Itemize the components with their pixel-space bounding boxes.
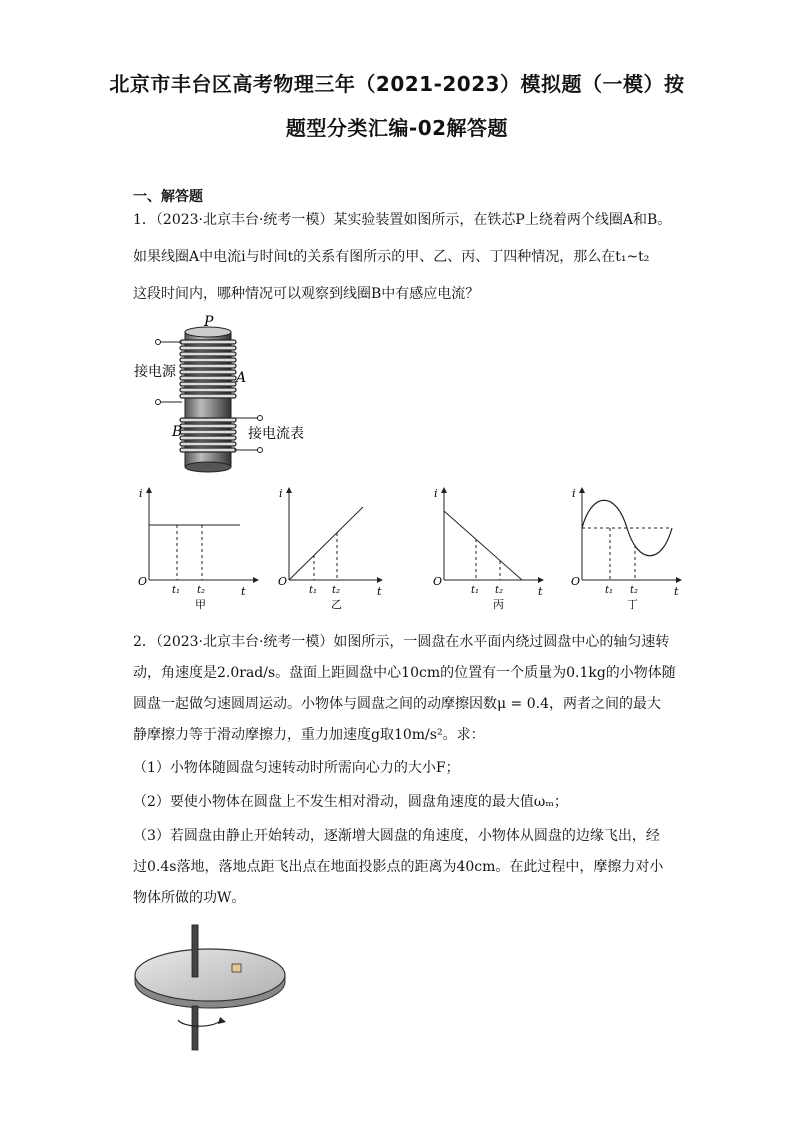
rotation-arrow-icon	[218, 1017, 226, 1024]
svg-text:t₂: t₂	[630, 585, 639, 596]
svg-text:i: i	[279, 487, 283, 500]
svg-text:O: O	[571, 575, 581, 588]
document-title-line-1: 北京市丰台区高考物理三年（2021-2023）模拟题（一模）按	[109, 72, 685, 96]
q2-sub-1: （1）小物体随圆盘匀速转动时所需向心力的大小F；	[133, 760, 460, 776]
caption-jia: 甲	[195, 598, 206, 611]
graph-ding	[568, 485, 693, 615]
caption-bing: 丙	[493, 598, 504, 611]
q2-sub-2: （2）要使小物体在圆盘上不发生相对滑动，圆盘角速度的最大值ωₘ；	[133, 794, 568, 810]
label-p: P	[204, 314, 214, 330]
caption-yi: 乙	[331, 598, 342, 611]
graph-yi	[275, 485, 400, 615]
svg-text:t₂: t₂	[332, 585, 341, 596]
q2-line-4: 静摩擦力等于滑动摩擦力，重力加速度g取10m/s²。求：	[133, 727, 485, 743]
q2-line-3: 圆盘一起做匀速圆周运动。小物体与圆盘之间的动摩擦因数μ = 0.4，两者之间的最大	[133, 696, 661, 712]
svg-text:t₁: t₁	[172, 585, 181, 596]
rotating-disk-figure	[130, 920, 290, 1055]
q2-line-1: 2．（2023·北京丰台·统考一模）如图所示，一圆盘在水平面内绕过圆盘中心的轴匀速转	[133, 634, 670, 650]
label-power: 接电源	[134, 364, 176, 380]
svg-text:i: i	[434, 487, 438, 500]
svg-text:t: t	[538, 585, 543, 598]
svg-text:O: O	[433, 575, 443, 588]
q2-sub-3-line-3: 物体所做的功W。	[133, 890, 246, 906]
coil-apparatus-figure	[130, 310, 330, 480]
section-header: 一、解答题	[133, 189, 203, 205]
q2-sub-3-line-1: （3）若圆盘由静止开始转动，逐渐增大圆盘的角速度，小物体从圆盘的边缘飞出，经	[133, 828, 660, 844]
svg-text:t: t	[377, 585, 382, 598]
label-b: B	[172, 424, 183, 440]
svg-text:t: t	[674, 585, 679, 598]
q2-line-2: 动，角速度是2.0rad/s。盘面上距圆盘中心10cm的位置有一个质量为0.1kg的小物体随	[133, 665, 676, 681]
svg-text:O: O	[138, 575, 148, 588]
svg-text:t₁: t₁	[605, 585, 614, 596]
document-title-line-2: 题型分类汇编-02解答题	[285, 116, 509, 140]
q1-line-3: 这段时间内，哪种情况可以观察到线圈B中有感应电流？	[133, 286, 480, 302]
svg-text:i: i	[139, 487, 143, 500]
svg-text:t₁: t₁	[309, 585, 318, 596]
svg-text:t₂: t₂	[495, 585, 504, 596]
graph-bing	[430, 485, 555, 615]
svg-text:O: O	[278, 575, 288, 588]
caption-ding: 丁	[627, 598, 638, 611]
graph-jia	[135, 485, 260, 615]
svg-text:t₂: t₂	[197, 585, 206, 596]
q1-line-1: 1．（2023·北京丰台·统考一模）某实验装置如图所示，在铁芯P上绕着两个线圈A和B。	[133, 212, 672, 228]
small-block	[232, 964, 241, 972]
svg-text:t₁: t₁	[471, 585, 480, 596]
svg-text:i: i	[572, 487, 576, 500]
q1-line-2: 如果线圈A中电流i与时间t的关系有图所示的甲、乙、丙、丁四种情况，那么在t₁~t₂	[133, 249, 650, 265]
label-a: A	[236, 370, 247, 386]
label-meter: 接电流表	[248, 426, 304, 442]
svg-text:t: t	[241, 585, 246, 598]
q2-sub-3-line-2: 过0.4s落地，落地点距飞出点在地面投影点的距离为40cm。在此过程中，摩擦力对小	[133, 859, 664, 875]
